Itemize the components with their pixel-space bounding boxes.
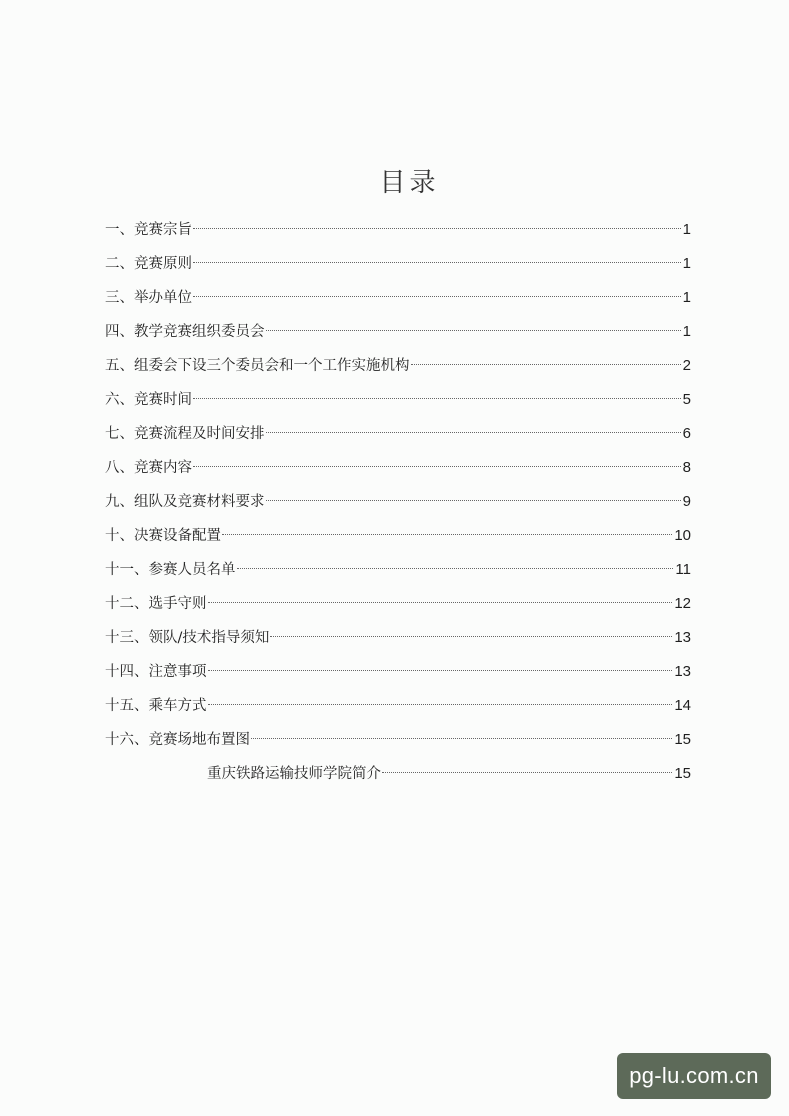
- dot-leader: [237, 568, 674, 569]
- toc-entry[interactable]: [105, 281, 691, 315]
- dot-leader: [266, 500, 681, 501]
- toc-entry-page: 8: [682, 459, 691, 476]
- toc-entry[interactable]: [105, 553, 691, 587]
- toc-entry-label: 重庆铁路运输技师学院简介: [207, 766, 381, 782]
- dot-leader: [266, 330, 681, 331]
- toc-entry-label: 九、组队及竞赛材料要求: [105, 494, 265, 510]
- toc-entry-page: 13: [674, 629, 691, 646]
- toc-entry[interactable]: [105, 621, 691, 655]
- toc-entry-label: 五、组委会下设三个委员会和一个工作实施机构: [105, 358, 410, 374]
- toc-entry[interactable]: [105, 383, 691, 417]
- toc-entry-page: 1: [682, 323, 691, 340]
- toc-entry-label: 四、教学竞赛组织委员会: [105, 324, 265, 340]
- dot-leader: [266, 432, 681, 433]
- dot-leader: [193, 262, 681, 263]
- toc-entry-page: 10: [674, 527, 691, 544]
- dot-leader: [382, 772, 672, 773]
- toc-entry[interactable]: [105, 213, 691, 247]
- dot-leader: [208, 704, 673, 705]
- toc-entry-label: 一、竞赛宗旨: [105, 222, 192, 238]
- table-of-contents: [105, 213, 691, 791]
- toc-entry-label: 十一、参赛人员名单: [105, 562, 236, 578]
- toc-entry[interactable]: [105, 247, 691, 281]
- toc-entry[interactable]: [105, 451, 691, 485]
- toc-entry-page: 1: [682, 255, 691, 272]
- dot-leader: [193, 398, 681, 399]
- toc-entry-page: 13: [674, 663, 691, 680]
- toc-entry[interactable]: [105, 519, 691, 553]
- toc-entry[interactable]: [105, 689, 691, 723]
- dot-leader: [411, 364, 681, 365]
- toc-entry-label: 八、竞赛内容: [105, 460, 192, 476]
- toc-entry-page: 1: [682, 221, 691, 238]
- toc-entry[interactable]: [105, 655, 691, 689]
- toc-entry-page: 1: [682, 289, 691, 306]
- dot-leader: [193, 466, 681, 467]
- toc-entry[interactable]: [105, 757, 691, 791]
- toc-entry-page: 9: [682, 493, 691, 510]
- toc-entry-page: 2: [682, 357, 691, 374]
- toc-entry-label: 十五、乘车方式: [105, 698, 207, 714]
- toc-entry-label: 七、竞赛流程及时间安排: [105, 426, 265, 442]
- site-watermark: pg-lu.com.cn: [617, 1053, 771, 1099]
- toc-entry-label: 十四、注意事项: [105, 664, 207, 680]
- toc-entry[interactable]: [105, 587, 691, 621]
- toc-entry-page: 14: [674, 697, 691, 714]
- dot-leader: [222, 534, 672, 535]
- toc-entry-page: 6: [682, 425, 691, 442]
- dot-leader: [270, 636, 672, 637]
- toc-entry[interactable]: [105, 417, 691, 451]
- toc-entry-label: 十二、选手守则: [105, 596, 207, 612]
- toc-entry-page: 15: [674, 731, 691, 748]
- dot-leader: [193, 228, 681, 229]
- toc-entry-page: 5: [682, 391, 691, 408]
- toc-entry[interactable]: [105, 349, 691, 383]
- toc-entry-label: 十、决赛设备配置: [105, 528, 221, 544]
- toc-entry-label: 二、竞赛原则: [105, 256, 192, 272]
- dot-leader: [208, 670, 673, 671]
- page-title: 目录: [379, 168, 440, 198]
- toc-entry-label: 六、竞赛时间: [105, 392, 192, 408]
- toc-entry-label: 三、举办单位: [105, 290, 192, 306]
- toc-entry-label: 十六、竞赛场地布置图: [105, 732, 250, 748]
- toc-entry-page: 11: [675, 561, 691, 578]
- toc-entry-page: 12: [674, 595, 691, 612]
- dot-leader: [208, 602, 673, 603]
- toc-entry-label: 十三、领队/技术指导须知: [105, 630, 270, 646]
- toc-entry[interactable]: [105, 723, 691, 757]
- toc-entry[interactable]: [105, 315, 691, 349]
- dot-leader: [193, 296, 681, 297]
- dot-leader: [251, 738, 672, 739]
- toc-entry-page: 15: [674, 765, 691, 782]
- toc-entry[interactable]: [105, 485, 691, 519]
